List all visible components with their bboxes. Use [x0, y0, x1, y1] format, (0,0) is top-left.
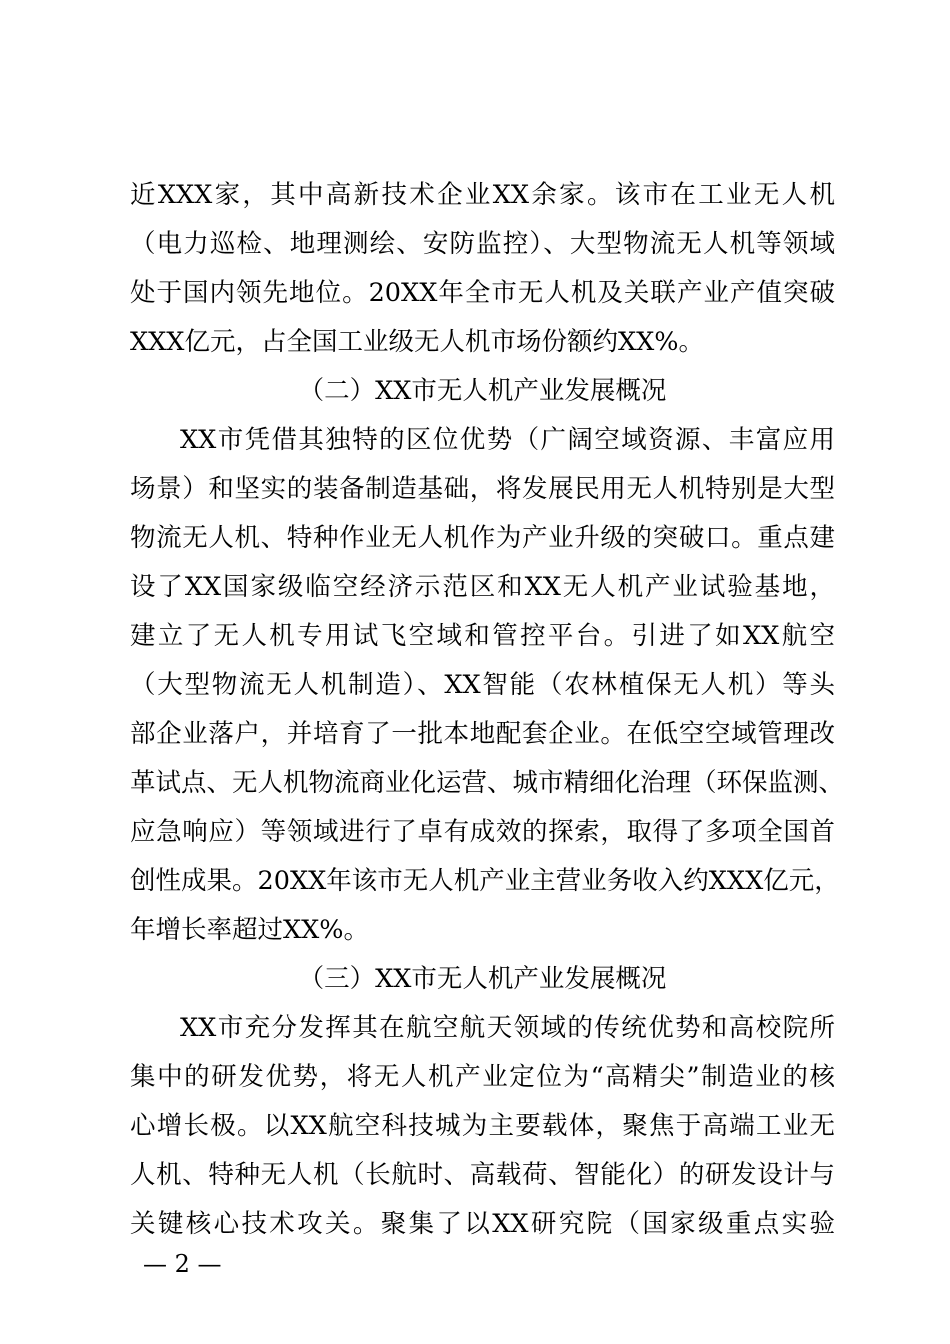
paragraph-line: （大型物流无人机制造）、XX智能（农林植保无人机）等头 — [130, 670, 835, 700]
paragraph-line: 革试点、无人机物流商业化运营、城市精细化治理（环保监测、 — [130, 768, 845, 798]
section-heading-2: （二）XX市无人机产业发展概况 — [298, 376, 667, 406]
paragraph-line: 应急响应）等领域进行了卓有成效的探索，取得了多项全国首 — [130, 817, 835, 847]
paragraph-line: 人机、特种无人机（长航时、高载荷、智能化）的研发设计与 — [130, 1160, 835, 1190]
section-heading-3: （三）XX市无人机产业发展概况 — [298, 964, 667, 994]
paragraph-line: 近XXX家，其中高新技术企业XX余家。该市在工业无人机 — [130, 180, 835, 210]
paragraph-line: 部企业落户，并培育了一批本地配套企业。在低空空域管理改 — [130, 719, 835, 749]
page-number: — 2 — — [143, 1250, 222, 1278]
paragraph-line: XXX亿元，占全国工业级无人机市场份额约XX%。 — [130, 327, 705, 357]
paragraph-line: 设了XX国家级临空经济示范区和XX无人机产业试验基地， — [130, 572, 835, 602]
paragraph-line: 处于国内领先地位。20XX年全市无人机及关联产业产值突破 — [130, 278, 835, 308]
paragraph-line: 创性成果。20XX年该市无人机产业主营业务收入约XXX亿元， — [130, 866, 840, 896]
paragraph-line: 物流无人机、特种作业无人机作为产业升级的突破口。重点建 — [130, 523, 835, 553]
paragraph-line: （电力巡检、地理测绘、安防监控）、大型物流无人机等领域 — [130, 229, 835, 259]
paragraph-line: 关键核心技术攻关。聚集了以XX研究院（国家级重点实验 — [130, 1209, 835, 1239]
paragraph-line: 场景）和坚实的装备制造基础，将发展民用无人机特别是大型 — [130, 474, 835, 504]
paragraph-line: XX市凭借其独特的区位优势（广阔空域资源、丰富应用 — [180, 425, 835, 455]
paragraph-line: 年增长率超过XX%。 — [130, 915, 370, 945]
paragraph-line: 建立了无人机专用试飞空域和管控平台。引进了如XX航空 — [130, 621, 835, 651]
paragraph-line: 集中的研发优势，将无人机产业定位为“高精尖”制造业的核 — [130, 1062, 835, 1092]
paragraph-line: XX市充分发挥其在航空航天领域的传统优势和高校院所 — [180, 1013, 835, 1043]
paragraph-line: 心增长极。以XX航空科技城为主要载体，聚焦于高端工业无 — [130, 1111, 835, 1141]
